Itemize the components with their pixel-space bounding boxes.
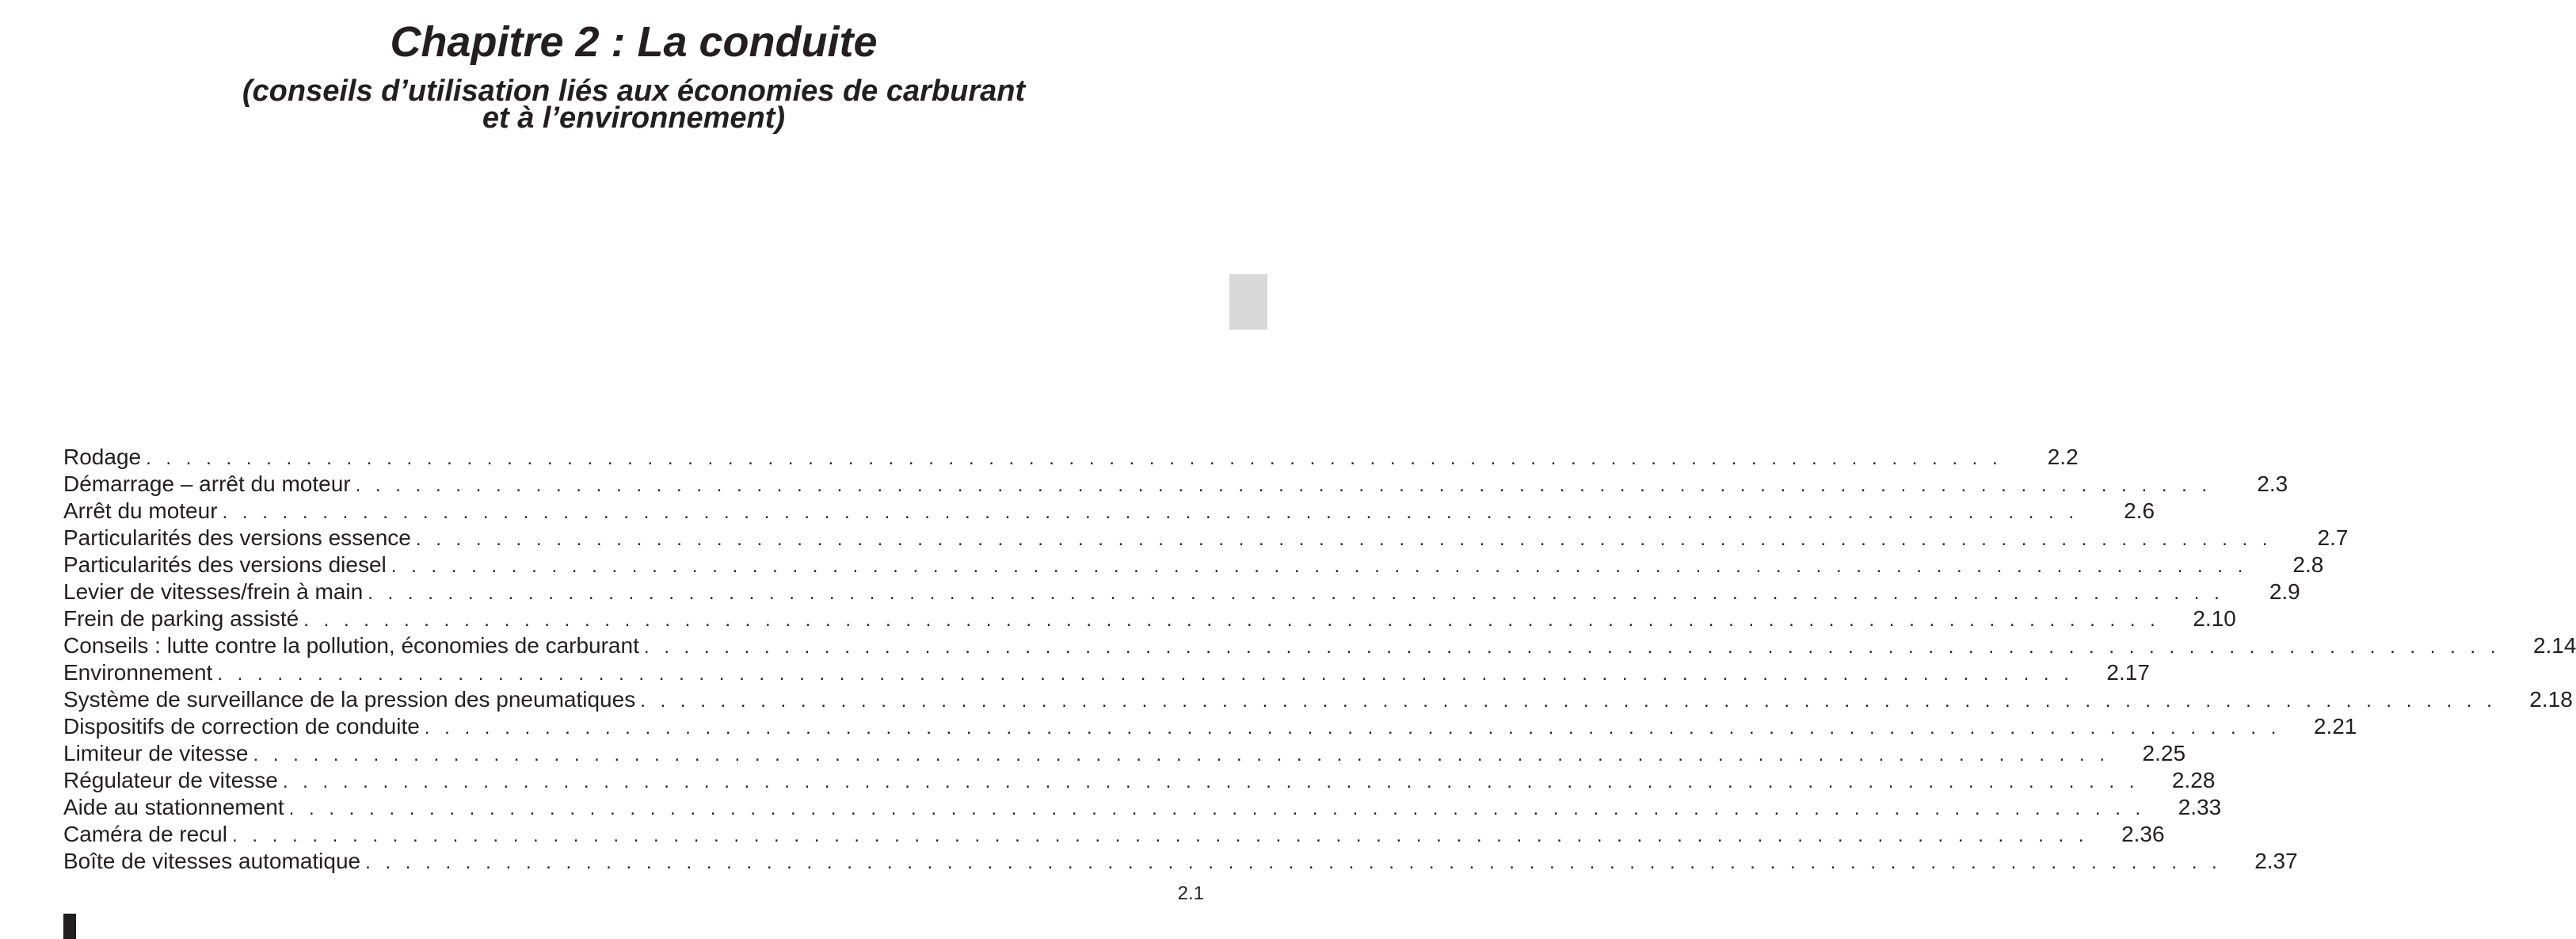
toc-entry[interactable] <box>63 848 2298 875</box>
chapter-title: Chapitre 2 : La conduite <box>390 18 878 66</box>
toc-dot-leader: . . . . . . . . . . . . . . . . . . . . . . . . . . . . . . . . . . . . . . . . . . . . . . . . . . . . . . . . . . . . . . . . . . . . . . . . . . . . . . . . . . . . . . . . . . . . . <box>391 555 2248 577</box>
toc-entry[interactable] <box>63 821 2165 848</box>
toc-entry-label: Système de surveillance de la pression des pneumatiques <box>63 687 636 712</box>
toc-dot-leader: . . . . . . . . . . . . . . . . . . . . . . . . . . . . . . . . . . . . . . . . . . . . . . . . . . . . . . . . . . . . . . . . . . . . . . . . . . . . . . . . . . . . . . . . . . . . . <box>231 825 2089 846</box>
toc-entry[interactable] <box>63 632 2576 659</box>
toc-entry-page: 2.3 <box>2257 471 2288 496</box>
table-of-contents <box>63 444 2576 875</box>
toc-entry-page: 2.7 <box>2317 525 2349 550</box>
toc-entry-page: 2.21 <box>2313 714 2357 739</box>
toc-entry[interactable] <box>63 498 2155 525</box>
toc-dot-leader: . . . . . . . . . . . . . . . . . . . . . . . . . . . . . . . . . . . . . . . . . . . . . . . . . . . . . . . . . . . . . . . . . . . . . . . . . . . . . . . . . . . . . . . . . . . . . <box>253 744 2110 765</box>
toc-entry-page: 2.37 <box>2254 849 2298 873</box>
toc-dot-leader: . . . . . . . . . . . . . . . . . . . . . . . . . . . . . . . . . . . . . . . . . . . . . . . . . . . . . . . . . . . . . . . . . . . . . . . . . . . . . . . . . . . . . . . . . . . . . <box>640 690 2497 712</box>
toc-entry[interactable] <box>63 740 2186 767</box>
toc-entry[interactable] <box>63 713 2357 740</box>
toc-dot-leader: . . . . . . . . . . . . . . . . . . . . . . . . . . . . . . . . . . . . . . . . . . . . . . . . . . . . . . . . . . . . . . . . . . . . . . . . . . . . . . . . . . . . . . . . . . . . . <box>146 448 2002 469</box>
toc-entry-label: Démarrage – arrêt du moteur <box>63 471 351 496</box>
toc-entry[interactable] <box>63 525 2349 552</box>
toc-dot-leader: . . . . . . . . . . . . . . . . . . . . . . . . . . . . . . . . . . . . . . . . . . . . . . . . . . . . . . . . . . . . . . . . . . . . . . . . . . . . . . . . . . . . . . . . . . . . . <box>365 852 2222 873</box>
toc-entry-label: Levier de vitesses/frein à main <box>63 579 364 604</box>
chapter-subtitle <box>0 74 1267 135</box>
toc-dot-leader: . . . . . . . . . . . . . . . . . . . . . . . . . . . . . . . . . . . . . . . . . . . . . . . . . . . . . . . . . . . . . . . . . . . . . . . . . . . . . . . . . . . . . . . . . . . . . <box>415 529 2273 550</box>
toc-entry[interactable] <box>63 444 2079 471</box>
toc-dot-leader: . . . . . . . . . . . . . . . . . . . . . . . . . . . . . . . . . . . . . . . . . . . . . . . . . . . . . . . . . . . . . . . . . . . . . . . . . . . . . . . . . . . . . . . . . . . . . <box>355 475 2212 496</box>
toc-dot-leader: . . . . . . . . . . . . . . . . . . . . . . . . . . . . . . . . . . . . . . . . . . . . . . . . . . . . . . . . . . . . . . . . . . . . . . . . . . . . . . . . . . . . . . . . . . . . . <box>217 663 2074 685</box>
toc-entry-page: 2.33 <box>2178 795 2222 819</box>
toc-entry[interactable] <box>63 578 2300 605</box>
toc-entry[interactable] <box>63 552 2324 578</box>
toc-entry-page: 2.14 <box>2532 633 2576 658</box>
toc-entry-label: Arrêt du moteur <box>63 498 218 523</box>
chapter-subtitle-line-2: et à l’environnement) <box>482 101 786 135</box>
toc-entry-label: Particularités des versions essence <box>63 525 411 550</box>
toc-entry-page: 2.36 <box>2121 822 2165 846</box>
toc-entry-page: 2.28 <box>2171 768 2216 792</box>
chapter-side-tab <box>1229 274 1267 330</box>
page-number: 2.1 <box>1177 883 1204 904</box>
toc-entry[interactable] <box>63 767 2216 794</box>
toc-dot-leader: . . . . . . . . . . . . . . . . . . . . . . . . . . . . . . . . . . . . . . . . . . . . . . . . . . . . . . . . . . . . . . . . . . . . . . . . . . . . . . . . . . . . . . . . . . . . . <box>368 582 2224 604</box>
toc-entry-label: Frein de parking assisté <box>63 606 299 631</box>
toc-entry[interactable] <box>63 794 2222 821</box>
toc-entry-label: Caméra de recul <box>63 822 227 846</box>
toc-entry[interactable] <box>63 605 2236 632</box>
toc-entry-label: Rodage <box>63 445 142 469</box>
toc-entry-label: Environnement <box>63 660 213 685</box>
toc-entry-page: 2.8 <box>2292 552 2324 577</box>
toc-entry-label: Régulateur de vitesse <box>63 768 278 792</box>
toc-entry-page: 2.9 <box>2269 579 2300 604</box>
toc-entry-page: 2.2 <box>2047 445 2079 469</box>
toc-entry[interactable] <box>63 659 2150 686</box>
chapter-subtitle-line-1: (conseils d’utilisation liés aux économies de carburant <box>242 74 1026 108</box>
toc-entry-label: Limiteur de vitesse <box>63 741 249 765</box>
toc-entry-label: Boîte de vitesses automatique <box>63 849 361 873</box>
toc-dot-leader: . . . . . . . . . . . . . . . . . . . . . . . . . . . . . . . . . . . . . . . . . . . . . . . . . . . . . . . . . . . . . . . . . . . . . . . . . . . . . . . . . . . . . . . . . . . . . <box>282 771 2140 792</box>
toc-entry-page: 2.17 <box>2106 660 2150 685</box>
toc-entry[interactable] <box>63 471 2288 498</box>
toc-entry-page: 2.25 <box>2142 741 2186 765</box>
toc-entry-label: Dispositifs de correction de conduite <box>63 714 420 739</box>
toc-entry-page: 2.18 <box>2529 687 2573 712</box>
toc-dot-leader: . . . . . . . . . . . . . . . . . . . . . . . . . . . . . . . . . . . . . . . . . . . . . . . . . . . . . . . . . . . . . . . . . . . . . . . . . . . . . . . . . . . . . . . . . . . . . <box>222 502 2079 523</box>
toc-dot-leader: . . . . . . . . . . . . . . . . . . . . . . . . . . . . . . . . . . . . . . . . . . . . . . . . . . . . . . . . . . . . . . . . . . . . . . . . . . . . . . . . . . . . . . . . . . . . . <box>643 636 2501 658</box>
toc-entry-label: Conseils : lutte contre la pollution, économies de carburant <box>63 633 639 658</box>
toc-entry[interactable] <box>63 686 2573 713</box>
toc-dot-leader: . . . . . . . . . . . . . . . . . . . . . . . . . . . . . . . . . . . . . . . . . . . . . . . . . . . . . . . . . . . . . . . . . . . . . . . . . . . . . . . . . . . . . . . . . . . . . <box>288 798 2146 819</box>
toc-entry-label: Particularités des versions diesel <box>63 552 387 577</box>
toc-entry-label: Aide au stationnement <box>63 795 284 819</box>
toc-dot-leader: . . . . . . . . . . . . . . . . . . . . . . . . . . . . . . . . . . . . . . . . . . . . . . . . . . . . . . . . . . . . . . . . . . . . . . . . . . . . . . . . . . . . . . . . . . . . . <box>424 717 2281 739</box>
corner-mark <box>63 914 76 939</box>
toc-dot-leader: . . . . . . . . . . . . . . . . . . . . . . . . . . . . . . . . . . . . . . . . . . . . . . . . . . . . . . . . . . . . . . . . . . . . . . . . . . . . . . . . . . . . . . . . . . . . . <box>303 609 2160 631</box>
toc-entry-page: 2.6 <box>2124 498 2155 523</box>
toc-entry-page: 2.10 <box>2193 606 2236 631</box>
